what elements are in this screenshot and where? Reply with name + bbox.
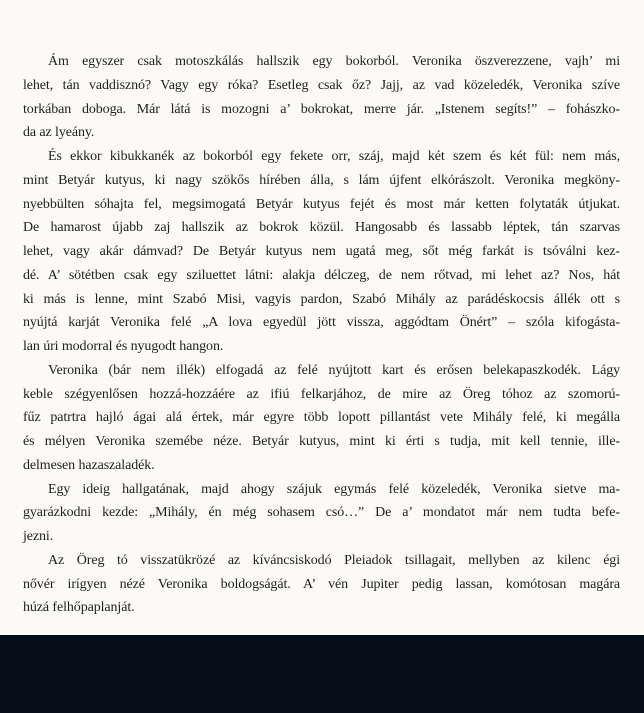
page-text bbox=[23, 50, 620, 620]
text-line: delmesen hazaszaladék. bbox=[23, 457, 155, 473]
text-line: És ekkor kibukkanék az bokorból egy fekete orr, száj, majd két szem és két fül: nem más, bbox=[48, 149, 620, 164]
text-line: és mélyen Veronika szemébe néze. Betyár kutyus, mint ki érti s tudja, mit kell tennie, ille- bbox=[23, 434, 620, 449]
text-line: lehet, tán vaddisznó? Vagy egy róka? Esetleg csak őz? Jajj, az vad közeledék, Veronika szíve bbox=[23, 77, 620, 93]
text-line: húzá felhőpaplanját. bbox=[23, 600, 135, 616]
text-line: nyebbülten sóhajta fel, megsimogatá Betyár kutyus fejét és most már ketten folytaták útjukat. bbox=[23, 196, 620, 212]
text-line: nyújtá karját Veronika felé „A lova egyedül jött vissza, aggódtam Önért” – szóla kifogásta- bbox=[23, 315, 620, 331]
text-line: De hamarost újabb zaj hallszik az bokrok közül. Hangosabb és lassabb léptek, tán szarvas bbox=[23, 220, 620, 236]
dark-footer-band bbox=[0, 635, 644, 713]
text-line: Veronika (bár nem illék) elfogadá az felé nyújtott kart és erősen belekapaszkodék. Lágy bbox=[48, 362, 620, 378]
text-line: dé. A’ sötétben csak egy sziluettet látni: alakja délczeg, de nem rőtvad, mi lehet az? Nos, hát bbox=[23, 267, 620, 283]
paragraph bbox=[23, 478, 620, 549]
text-line: Egy ideig hallgatának, majd ahogy szájuk egymás felé közeledék, Veronika sietve ma- bbox=[48, 481, 620, 497]
text-line: Ám egyszer csak motoszkálás hallszik egy bokorból. Veronika öszverezzene, vajh’ mi bbox=[48, 54, 620, 69]
text-line: mint Betyár kutyus, ki nagy szökős hírében álla, s lám újfent elkórászolt. Veronika megköny- bbox=[23, 172, 620, 188]
paragraph bbox=[23, 359, 620, 478]
text-line: nővér irígyen nézé Veronika boldogságát. A’ vén Jupiter pedig lassan, komótosan magára bbox=[23, 576, 620, 592]
text-line: lan úri modorral és nyugodt hangon. bbox=[23, 339, 224, 354]
paragraph bbox=[23, 549, 620, 620]
text-line: torkában doboga. Már látá is mozogni a’ bokrokat, merre jár. „Istenem segíts!” – fohászko- bbox=[23, 101, 620, 117]
paragraph bbox=[23, 145, 620, 359]
text-line: ki más is lenne, mint Szabó Misi, vagyis pardon, Szabó Mihály az parádéskocsis állék ott s bbox=[23, 291, 620, 307]
text-line: jezni. bbox=[23, 529, 54, 544]
paragraph bbox=[23, 50, 620, 145]
text-line: da az lyeány. bbox=[23, 125, 95, 141]
text-line: lehet, vagy akár dámvad? De Betyár kutyus nem ugatá meg, sőt még farkát is tsóválni kez- bbox=[23, 244, 620, 259]
text-line: keble szégyenlősen hozzá-hozzáére az ifiú felkarjához, de mire az Öreg tóhoz az szomorú- bbox=[23, 386, 620, 402]
text-line: fűz patrtra hajló ágai alá értek, már egyre több lopott pillantást vete Mihály felé, ki megálla bbox=[23, 410, 620, 426]
text-line: Az Öreg tó visszatükrözé az kíváncsiskodó Pleiadok tsillagait, mellyben az kilenc égi bbox=[48, 552, 620, 568]
text-line: gyarázkodni kezde: „Mihály, én még sohasem csó…” De a’ mondatot már nem tudta befe- bbox=[23, 505, 620, 521]
